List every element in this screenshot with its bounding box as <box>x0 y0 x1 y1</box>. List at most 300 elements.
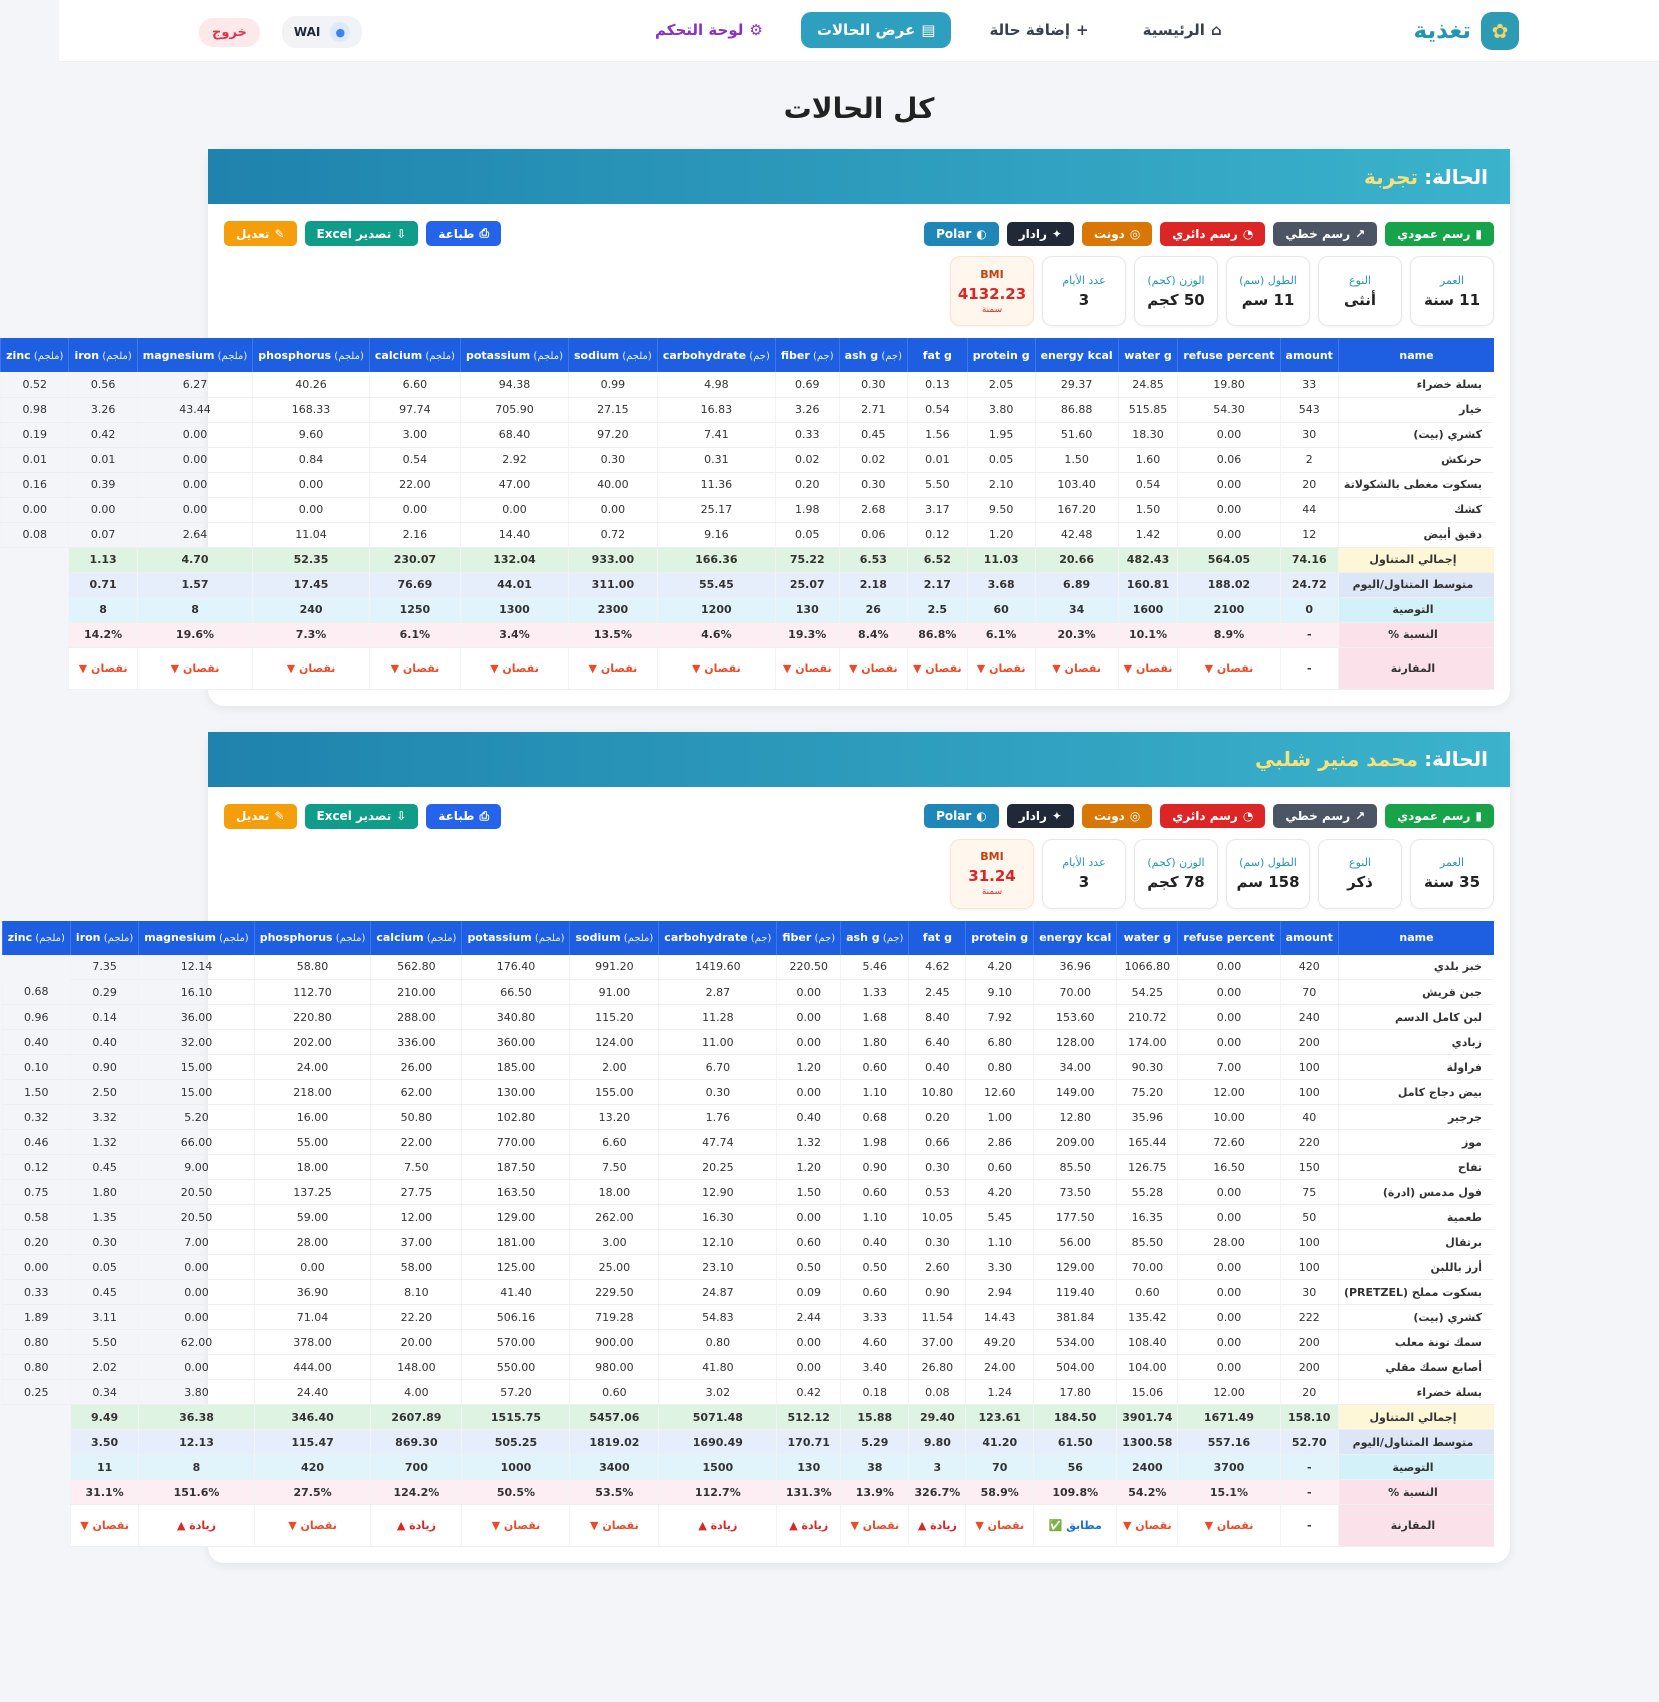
value-cell: 7.35 <box>70 955 138 980</box>
column-unit: (ملجم) <box>214 350 248 362</box>
edit-button[interactable] <box>224 804 297 829</box>
comparison-row-cell: نقصان ▼ <box>967 647 1035 689</box>
average-row-cell: 61.50 <box>1034 1430 1117 1455</box>
value-cell: 1.10 <box>966 1230 1034 1255</box>
value-cell: 0.45 <box>839 422 907 447</box>
value-cell: 0.00 <box>254 1255 371 1280</box>
stat-age <box>1410 256 1494 326</box>
value-cell: 220.80 <box>254 1005 371 1030</box>
percent-row-cell: 19.6% <box>137 622 252 647</box>
pie-chart-button[interactable] <box>1160 222 1265 246</box>
comparison-row-cell: نقصان ▼ <box>657 647 775 689</box>
value-cell: 200 <box>1280 1355 1338 1380</box>
stat-bmi-status: سمنة <box>981 304 1003 315</box>
value-cell: 0.00 <box>2 1255 70 1280</box>
value-cell: 36.96 <box>1034 955 1117 980</box>
value-cell: 2.68 <box>839 497 907 522</box>
column-label: ash g <box>844 348 879 362</box>
column-header[interactable] <box>777 921 841 955</box>
column-header[interactable] <box>1034 921 1117 955</box>
value-cell: 200 <box>1280 1030 1338 1055</box>
column-header[interactable] <box>1280 338 1338 372</box>
recommendation-row-cell: 70 <box>966 1455 1034 1480</box>
average-row-cell: 1690.49 <box>659 1430 777 1455</box>
value-cell: 163.50 <box>462 1180 570 1205</box>
value-cell: 72.60 <box>1178 1130 1280 1155</box>
value-cell: 0.00 <box>1178 497 1280 522</box>
comparison-row-cell: نقصان ▼ <box>1178 647 1280 689</box>
column-header[interactable] <box>1117 921 1178 955</box>
total-row-cell: 1671.49 <box>1178 1405 1280 1430</box>
percent-row-cell: 326.7% <box>909 1480 966 1505</box>
brand[interactable] <box>1414 12 1520 50</box>
value-cell: 43.44 <box>137 397 252 422</box>
value-cell: 0.75 <box>2 1180 70 1205</box>
stat-weight-value: 78 كجم <box>1147 873 1205 891</box>
comparison-row-cell: نقصان ▼ <box>1035 647 1118 689</box>
value-cell: 29.37 <box>1035 372 1118 397</box>
value-cell: 17.80 <box>1034 1380 1117 1405</box>
nutrition-table <box>2 921 1494 1548</box>
stat-days-value: 3 <box>1078 290 1090 309</box>
value-cell: 102.80 <box>462 1105 570 1130</box>
export-excel-button[interactable] <box>305 221 419 246</box>
value-cell: 97.74 <box>369 397 460 422</box>
column-header[interactable] <box>460 338 568 372</box>
column-unit: (ملجم) <box>619 350 652 362</box>
cases-list <box>6 149 1659 1563</box>
bar-chart-button-label: رسم عمودي <box>1397 809 1471 823</box>
value-cell: 0.32 <box>2 1105 70 1130</box>
value-cell: 66.50 <box>462 980 570 1005</box>
average-row-cell: 505.25 <box>462 1430 570 1455</box>
radar-chart-button-label: رادار <box>1018 809 1047 823</box>
column-unit: (ملجم) <box>423 933 457 944</box>
average-row-cell: 0.71 <box>69 572 137 597</box>
bar-chart-button[interactable] <box>1385 804 1494 828</box>
radar-chart-button[interactable] <box>1007 222 1074 246</box>
case-name: تجربة <box>1364 164 1419 189</box>
stat-bmi <box>950 839 1034 909</box>
comparison-row <box>1 647 1494 689</box>
comparison-row-cell: مطابق ✅ <box>1034 1505 1117 1547</box>
export-excel-icon: ⇩ <box>396 226 407 241</box>
print-button[interactable] <box>426 804 501 829</box>
column-header[interactable] <box>967 338 1035 372</box>
value-cell: 86.88 <box>1035 397 1118 422</box>
column-header[interactable] <box>907 338 967 372</box>
stat-days-label: عدد الأيام <box>1062 856 1106 869</box>
comparison-row-cell: نقصان ▼ <box>460 647 568 689</box>
column-header[interactable] <box>657 338 775 372</box>
average-row-cell: 160.81 <box>1118 572 1178 597</box>
table-row <box>2 1205 1494 1230</box>
percent-row-cell: 31.1% <box>70 1480 138 1505</box>
stat-days-value: 3 <box>1078 873 1090 891</box>
nav-view-cases[interactable] <box>801 12 952 48</box>
value-cell: 30 <box>1280 422 1338 447</box>
comparison-row-label: المقارنة <box>1338 647 1494 689</box>
table-row <box>2 1055 1494 1080</box>
table-row <box>2 1255 1494 1280</box>
value-cell: 8.10 <box>371 1280 462 1305</box>
column-label: name <box>1399 931 1434 944</box>
comparison-row <box>2 1505 1494 1547</box>
radar-chart-icon: ✦ <box>1051 226 1062 241</box>
percent-row-label: النسبة % <box>1338 1480 1494 1505</box>
value-cell: 9.60 <box>253 422 370 447</box>
percent-row-cell: 151.6% <box>139 1480 254 1505</box>
table-row <box>2 1180 1494 1205</box>
recommendation-row-cell: 1250 <box>369 597 460 622</box>
value-cell: 7.50 <box>371 1155 462 1180</box>
chart-buttons <box>924 804 1494 828</box>
total-row-cell: 482.43 <box>1118 547 1178 572</box>
case-card <box>7 732 1510 1564</box>
edit-icon: ✎ <box>274 809 285 823</box>
value-cell: 2.16 <box>369 522 460 547</box>
value-cell: 360.00 <box>462 1030 570 1055</box>
comparison-row-cell: نقصان ▼ <box>907 647 967 689</box>
value-cell: 562.80 <box>371 955 462 980</box>
bar-chart-button[interactable] <box>1385 222 1494 246</box>
column-header[interactable] <box>137 338 252 372</box>
column-header[interactable] <box>1178 921 1280 955</box>
recommendation-row-cell: 2.5 <box>907 597 967 622</box>
column-header[interactable] <box>1 338 69 372</box>
total-row-cell: 6.53 <box>839 547 907 572</box>
recommendation-row-cell: 2300 <box>569 597 658 622</box>
column-header[interactable] <box>569 338 658 372</box>
column-header[interactable] <box>909 921 966 955</box>
pie-chart-icon: ◔ <box>1242 809 1254 823</box>
value-cell: 0.40 <box>841 1230 909 1255</box>
value-cell: 0.80 <box>966 1055 1034 1080</box>
edit-icon: ✎ <box>274 226 285 241</box>
value-cell: 2.44 <box>777 1305 841 1330</box>
value-cell: 2.02 <box>70 1355 138 1380</box>
recommendation-row-cell: 38 <box>841 1455 909 1480</box>
column-header[interactable] <box>462 921 570 955</box>
value-cell: 5.50 <box>907 472 967 497</box>
value-cell: 0.46 <box>2 1130 70 1155</box>
value-cell: 129.00 <box>1034 1255 1117 1280</box>
value-cell: 27.75 <box>371 1180 462 1205</box>
nav-add-case[interactable] <box>973 12 1104 48</box>
comparison-row-cell: زيادة ▲ <box>909 1505 966 1547</box>
value-cell: 16.00 <box>254 1105 371 1130</box>
value-cell: 3.40 <box>841 1355 909 1380</box>
column-unit: (ملجم) <box>215 933 249 944</box>
value-cell: 229.50 <box>570 1280 659 1305</box>
stat-weight-label: الوزن (كجم) <box>1147 856 1205 869</box>
stat-bmi-value: 31.24 <box>968 867 1016 885</box>
value-cell: 0.00 <box>139 1255 254 1280</box>
table-row <box>1 397 1494 422</box>
edit-button-label: تعديل <box>236 809 270 823</box>
value-cell: 0.00 <box>777 1330 841 1355</box>
comparison-row-cell: نقصان ▼ <box>1178 1505 1280 1547</box>
value-cell: 18.00 <box>570 1180 659 1205</box>
table-row <box>2 1080 1494 1105</box>
value-cell: 4.00 <box>371 1380 462 1405</box>
polar-chart-icon: ◐ <box>976 226 987 241</box>
username: WAI <box>293 25 321 39</box>
column-header[interactable] <box>659 921 777 955</box>
comparison-row-cell: نقصان ▼ <box>569 647 658 689</box>
value-cell: 0.58 <box>2 1205 70 1230</box>
value-cell: 9.10 <box>966 980 1034 1005</box>
column-label: phosphorus <box>258 348 332 362</box>
value-cell: 220 <box>1280 1130 1338 1155</box>
value-cell: 6.60 <box>570 1130 659 1155</box>
value-cell: 9.50 <box>967 497 1035 522</box>
average-row-cell: 5.29 <box>841 1430 909 1455</box>
value-cell: 103.40 <box>1035 472 1118 497</box>
column-header[interactable] <box>1118 338 1178 372</box>
total-row-cell: 15.88 <box>841 1405 909 1430</box>
value-cell: 9.16 <box>657 522 775 547</box>
column-header[interactable] <box>69 338 137 372</box>
print-button[interactable] <box>426 221 501 246</box>
table-row <box>1 522 1494 547</box>
value-cell: 6.80 <box>966 1030 1034 1055</box>
polar-chart-button[interactable] <box>924 804 999 828</box>
average-row-cell: 25.07 <box>775 572 839 597</box>
value-cell: 37.00 <box>909 1330 966 1355</box>
percent-row-cell: 10.1% <box>1118 622 1178 647</box>
stat-height-value: 158 سم <box>1236 873 1300 891</box>
food-name-cell: جرجير <box>1338 1105 1494 1130</box>
average-row-cell: 76.69 <box>369 572 460 597</box>
value-cell: 3.80 <box>967 397 1035 422</box>
donut-chart-button[interactable] <box>1082 222 1152 246</box>
column-header[interactable] <box>371 921 462 955</box>
value-cell: 0.30 <box>909 1155 966 1180</box>
value-cell: 543 <box>1280 397 1338 422</box>
value-cell: 100 <box>1280 1055 1338 1080</box>
column-header[interactable] <box>1035 338 1118 372</box>
donut-chart-icon: ◎ <box>1129 226 1141 241</box>
average-row-cell: 6.89 <box>1035 572 1118 597</box>
column-header[interactable] <box>253 338 370 372</box>
value-cell: 209.00 <box>1034 1130 1117 1155</box>
value-cell: 33 <box>1280 372 1338 397</box>
value-cell: 2.71 <box>839 397 907 422</box>
donut-chart-button-label: دونت <box>1093 226 1125 241</box>
value-cell: 2.64 <box>137 522 252 547</box>
value-cell: 0.00 <box>1178 1030 1280 1055</box>
value-cell: 0.00 <box>139 1280 254 1305</box>
column-header[interactable] <box>841 921 909 955</box>
column-header[interactable] <box>139 921 254 955</box>
column-header[interactable] <box>369 338 460 372</box>
value-cell: 27.15 <box>569 397 658 422</box>
value-cell: 0.31 <box>657 447 775 472</box>
total-row-cell: 1.13 <box>69 547 137 572</box>
value-cell: 126.75 <box>1117 1155 1178 1180</box>
value-cell: 1.76 <box>659 1105 777 1130</box>
value-cell: 12.90 <box>659 1180 777 1205</box>
polar-chart-button-label: Polar <box>936 226 972 241</box>
value-cell: 20.00 <box>371 1330 462 1355</box>
food-name-cell: فول مدمس (ادرة) <box>1338 1180 1494 1205</box>
value-cell: 3.00 <box>570 1230 659 1255</box>
column-header[interactable] <box>70 921 138 955</box>
value-cell: 0.00 <box>777 1080 841 1105</box>
line-chart-button-label: رسم خطي <box>1285 226 1351 241</box>
value-cell: 62.00 <box>371 1080 462 1105</box>
average-row-cell: 170.71 <box>777 1430 841 1455</box>
brand-name: تغذية <box>1413 18 1471 44</box>
value-cell: 0.60 <box>966 1155 1034 1180</box>
comparison-row-cell: زيادة ▲ <box>659 1505 777 1547</box>
recommendation-row <box>2 1455 1494 1480</box>
column-header[interactable] <box>254 921 371 955</box>
nav-home[interactable] <box>1127 12 1238 48</box>
food-name-cell: أرز باللبن <box>1338 1255 1494 1280</box>
column-unit: (جم) <box>809 350 834 362</box>
value-cell: 0.13 <box>907 372 967 397</box>
chart-buttons <box>924 222 1494 246</box>
line-chart-button[interactable] <box>1273 222 1377 246</box>
recommendation-row-label: التوصية <box>1338 597 1494 622</box>
value-cell: 58.80 <box>254 955 371 980</box>
value-cell: 0.66 <box>909 1130 966 1155</box>
table-row <box>2 1030 1494 1055</box>
value-cell: 0.00 <box>1178 522 1280 547</box>
value-cell: 0.16 <box>1 472 69 497</box>
value-cell: 0.00 <box>1178 1255 1280 1280</box>
value-cell: 0.60 <box>570 1380 659 1405</box>
column-header[interactable] <box>1178 338 1280 372</box>
value-cell: 0.00 <box>1178 422 1280 447</box>
logout-button[interactable]: خروج <box>199 18 260 47</box>
print-button-label: طباعة <box>438 809 475 823</box>
column-header[interactable] <box>570 921 659 955</box>
column-label: amount <box>1285 348 1333 362</box>
value-cell: 0.08 <box>1 522 69 547</box>
value-cell: 10.80 <box>909 1080 966 1105</box>
column-label: water g <box>1123 931 1172 944</box>
total-row-cell: 11.03 <box>967 547 1035 572</box>
food-name-cell: كشري (بيت) <box>1338 422 1494 447</box>
export-excel-button[interactable] <box>305 804 419 829</box>
value-cell: 12.14 <box>139 955 254 980</box>
polar-chart-button[interactable] <box>924 222 999 246</box>
line-chart-button[interactable] <box>1273 804 1377 828</box>
value-cell: 0.33 <box>775 422 839 447</box>
value-cell: 12.00 <box>1178 1380 1280 1405</box>
value-cell: 7.50 <box>570 1155 659 1180</box>
total-row-cell: 6.52 <box>907 547 967 572</box>
percent-row-label: النسبة % <box>1338 622 1494 647</box>
percent-row-cell: 15.1% <box>1178 1480 1280 1505</box>
print-icon: ⎙ <box>479 808 490 823</box>
value-cell: 1.50 <box>2 1080 70 1105</box>
table-row <box>2 1380 1494 1405</box>
column-header[interactable] <box>1338 921 1494 955</box>
value-cell: 0.00 <box>1178 472 1280 497</box>
radar-chart-button[interactable] <box>1007 804 1074 828</box>
case-header <box>208 149 1510 204</box>
value-cell: 0.00 <box>137 497 252 522</box>
nav-dashboard[interactable] <box>639 12 779 48</box>
value-cell: 5.46 <box>841 955 909 980</box>
value-cell: 210.72 <box>1117 1005 1178 1030</box>
recommendation-row-cell: 1200 <box>657 597 775 622</box>
column-header[interactable] <box>775 338 839 372</box>
column-label: energy kcal <box>1039 931 1112 944</box>
donut-chart-button[interactable] <box>1082 804 1152 828</box>
value-cell: 0.00 <box>1178 1305 1280 1330</box>
pie-chart-button[interactable] <box>1160 804 1265 828</box>
value-cell: 0.00 <box>139 1305 254 1330</box>
percent-row-cell: 112.7% <box>659 1480 777 1505</box>
value-cell: 12.80 <box>1034 1105 1117 1130</box>
value-cell: 515.85 <box>1118 397 1178 422</box>
value-cell: 25.00 <box>570 1255 659 1280</box>
food-name-cell: خيار <box>1338 397 1494 422</box>
recommendation-row-cell: 60 <box>967 597 1035 622</box>
percent-row-cell: 6.1% <box>967 622 1035 647</box>
column-header[interactable] <box>1280 921 1338 955</box>
value-cell: 222 <box>1280 1305 1338 1330</box>
value-cell: 0.54 <box>1118 472 1178 497</box>
value-cell: 1.10 <box>841 1205 909 1230</box>
value-cell: 444.00 <box>254 1355 371 1380</box>
value-cell: 18.00 <box>254 1155 371 1180</box>
bar-chart-button-label: رسم عمودي <box>1397 226 1471 241</box>
edit-button[interactable] <box>224 221 297 246</box>
value-cell: 40.26 <box>253 372 370 397</box>
value-cell: 56.00 <box>1034 1230 1117 1255</box>
column-header[interactable] <box>839 338 907 372</box>
comparison-row-cell: نقصان ▼ <box>966 1505 1034 1547</box>
value-cell: 22.20 <box>371 1305 462 1330</box>
case-name: محمد منير شلبي <box>1254 747 1419 771</box>
total-row-label: إجمالي المتناول <box>1338 547 1494 572</box>
value-cell: 3.26 <box>775 397 839 422</box>
value-cell: 0.19 <box>1 422 69 447</box>
page-title: كل الحالات <box>783 92 935 125</box>
value-cell: 3.02 <box>659 1380 777 1405</box>
user-chip[interactable] <box>282 16 362 48</box>
column-header[interactable] <box>2 921 70 955</box>
column-header[interactable] <box>966 921 1034 955</box>
export-excel-button-label: تصدير Excel <box>316 809 392 823</box>
table-row <box>2 1330 1494 1355</box>
column-label: fiber <box>782 931 812 944</box>
value-cell: 20.50 <box>139 1205 254 1230</box>
value-cell: 0.56 <box>69 372 137 397</box>
value-cell: 26.00 <box>371 1055 462 1080</box>
value-cell: 0.60 <box>777 1230 841 1255</box>
value-cell: 719.28 <box>570 1305 659 1330</box>
value-cell: 54.30 <box>1178 397 1280 422</box>
column-label: zinc <box>7 931 33 944</box>
value-cell: 0.80 <box>2 1330 70 1355</box>
value-cell: 70.00 <box>1034 980 1117 1005</box>
column-unit: (ملجم) <box>422 350 455 362</box>
value-cell: 12.00 <box>371 1205 462 1230</box>
plus-icon: + <box>1076 21 1089 39</box>
column-header[interactable] <box>1338 338 1494 372</box>
value-cell: 0.40 <box>2 1030 70 1055</box>
value-cell: 55.28 <box>1117 1180 1178 1205</box>
average-row-label: متوسط المتناول/اليوم <box>1338 1430 1494 1455</box>
value-cell: 0.69 <box>775 372 839 397</box>
